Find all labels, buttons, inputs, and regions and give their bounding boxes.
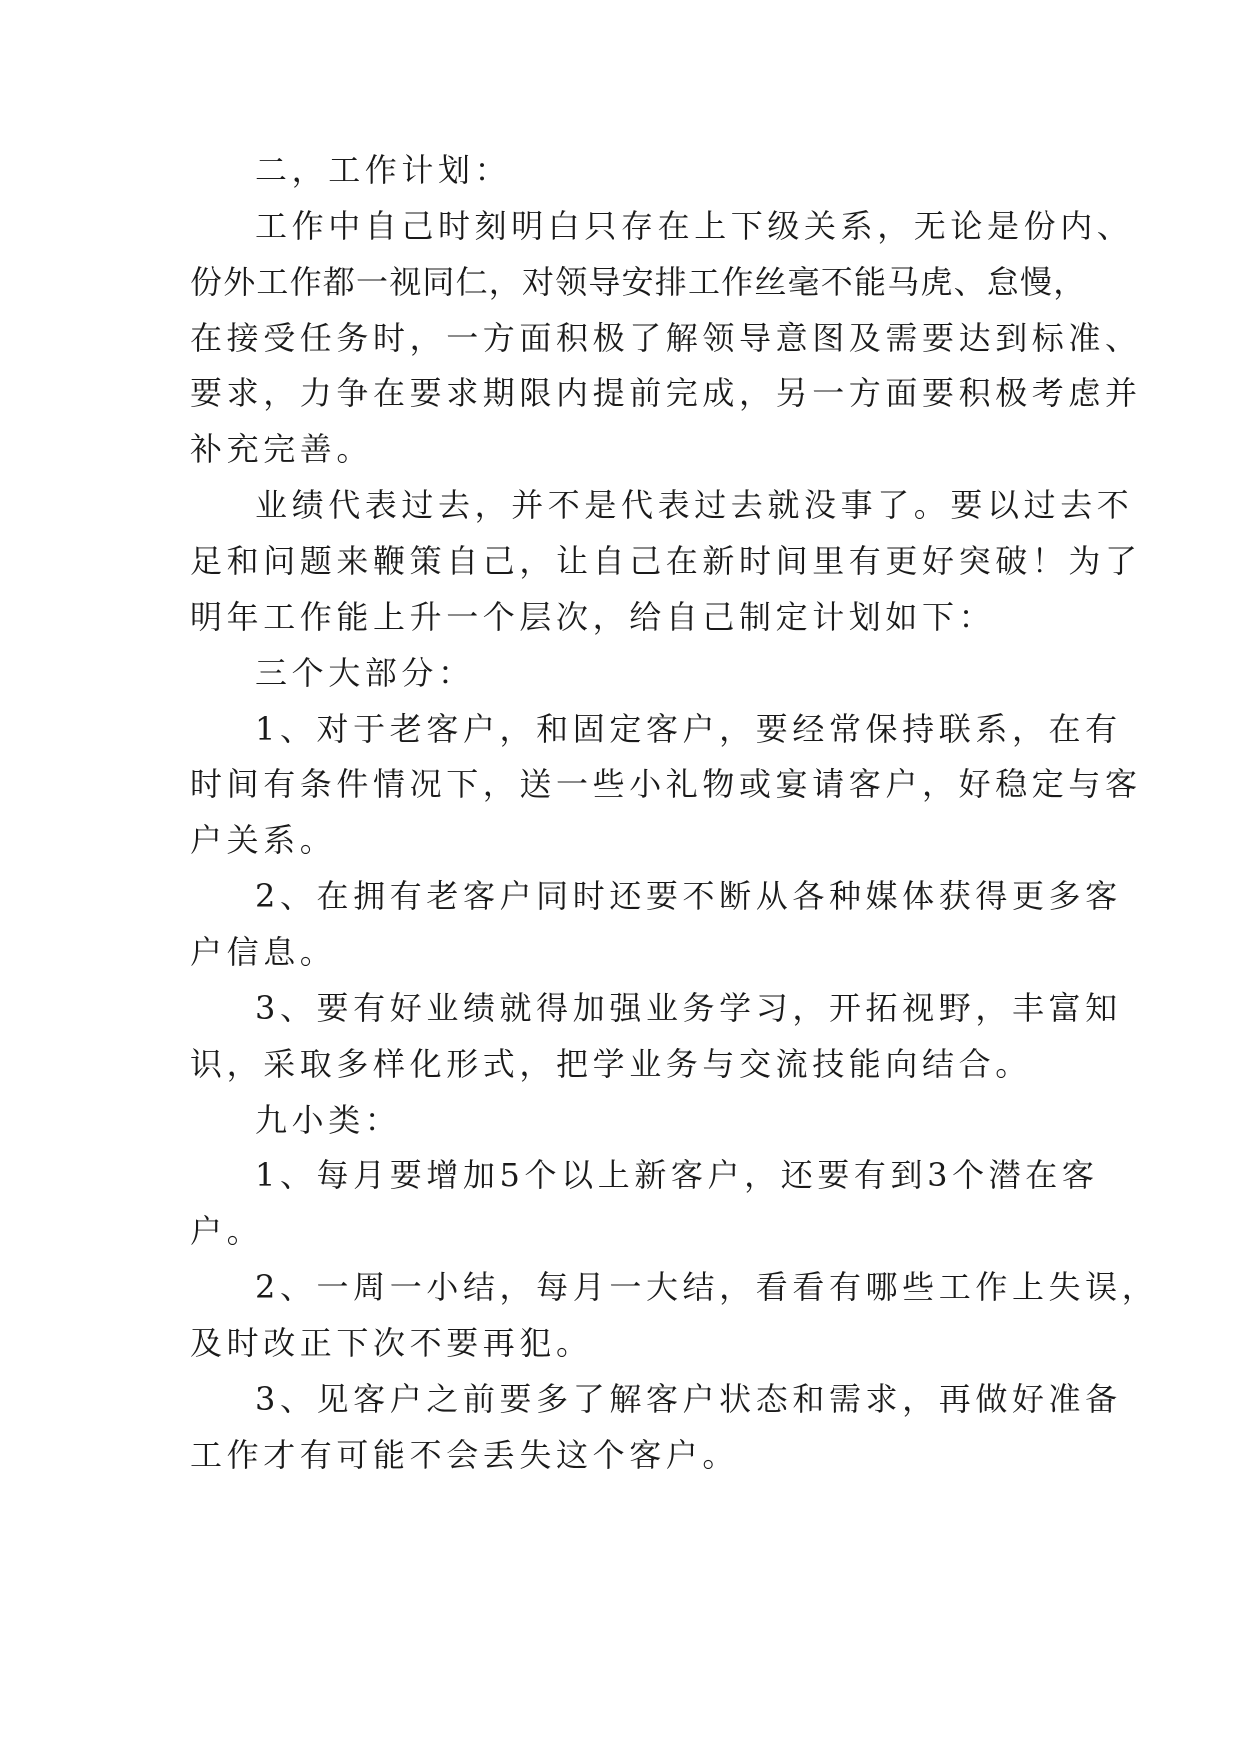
- paragraph-line: 足和问题来鞭策自己，让自己在新时间里有更好突破！为了: [190, 542, 1142, 580]
- list-item-line: 3、见客户之前要多了解客户状态和需求，再做好准备: [255, 1380, 1122, 1418]
- list-item-line: 识，采取多样化形式，把学业务与交流技能向结合。: [190, 1045, 1032, 1083]
- paragraph-line: 份外工作都一视同仁，对领导安排工作丝毫不能马虎、怠慢，: [190, 263, 1087, 301]
- list-item-line: 2、一周一小结，每月一大结，看看有哪些工作上失误，: [255, 1268, 1159, 1306]
- list-item-line: 时间有条件情况下，送一些小礼物或宴请客户，好稳定与客: [190, 765, 1142, 803]
- paragraph-line: 业绩代表过去，并不是代表过去就没事了。要以过去不: [255, 486, 1134, 524]
- list-item-line: 1、对于老客户，和固定客户，要经常保持联系，在有: [255, 710, 1122, 748]
- list-item-line: 户信息。: [190, 933, 337, 971]
- section-heading-work-plan: 二，工作计划：: [255, 151, 512, 189]
- list-item-line: 户。: [190, 1212, 264, 1250]
- paragraph-line: 要求，力争在要求期限内提前完成，另一方面要积极考虑并: [190, 374, 1142, 412]
- list-item-line: 工作才有可能不会丢失这个客户。: [190, 1436, 740, 1474]
- list-item-line: 2、在拥有老客户同时还要不断从各种媒体获得更多客: [255, 877, 1122, 915]
- list-item-line: 3、要有好业绩就得加强业务学习，开拓视野，丰富知: [255, 989, 1122, 1027]
- subheading-nine-categories: 九小类：: [255, 1101, 402, 1139]
- list-item-line: 1、每月要增加5个以上新客户，还要有到3个潜在客: [255, 1156, 1099, 1194]
- paragraph-line: 补充完善。: [190, 430, 374, 468]
- subheading-three-parts: 三个大部分：: [255, 654, 475, 692]
- list-item-line: 及时改正下次不要再犯。: [190, 1324, 593, 1362]
- paragraph-line: 在接受任务时，一方面积极了解领导意图及需要达到标准、: [190, 319, 1142, 357]
- list-item-line: 户关系。: [190, 821, 337, 859]
- paragraph-line: 明年工作能上升一个层次，给自己制定计划如下：: [190, 598, 996, 636]
- paragraph-line: 工作中自己时刻明白只存在上下级关系，无论是份内、: [255, 207, 1134, 245]
